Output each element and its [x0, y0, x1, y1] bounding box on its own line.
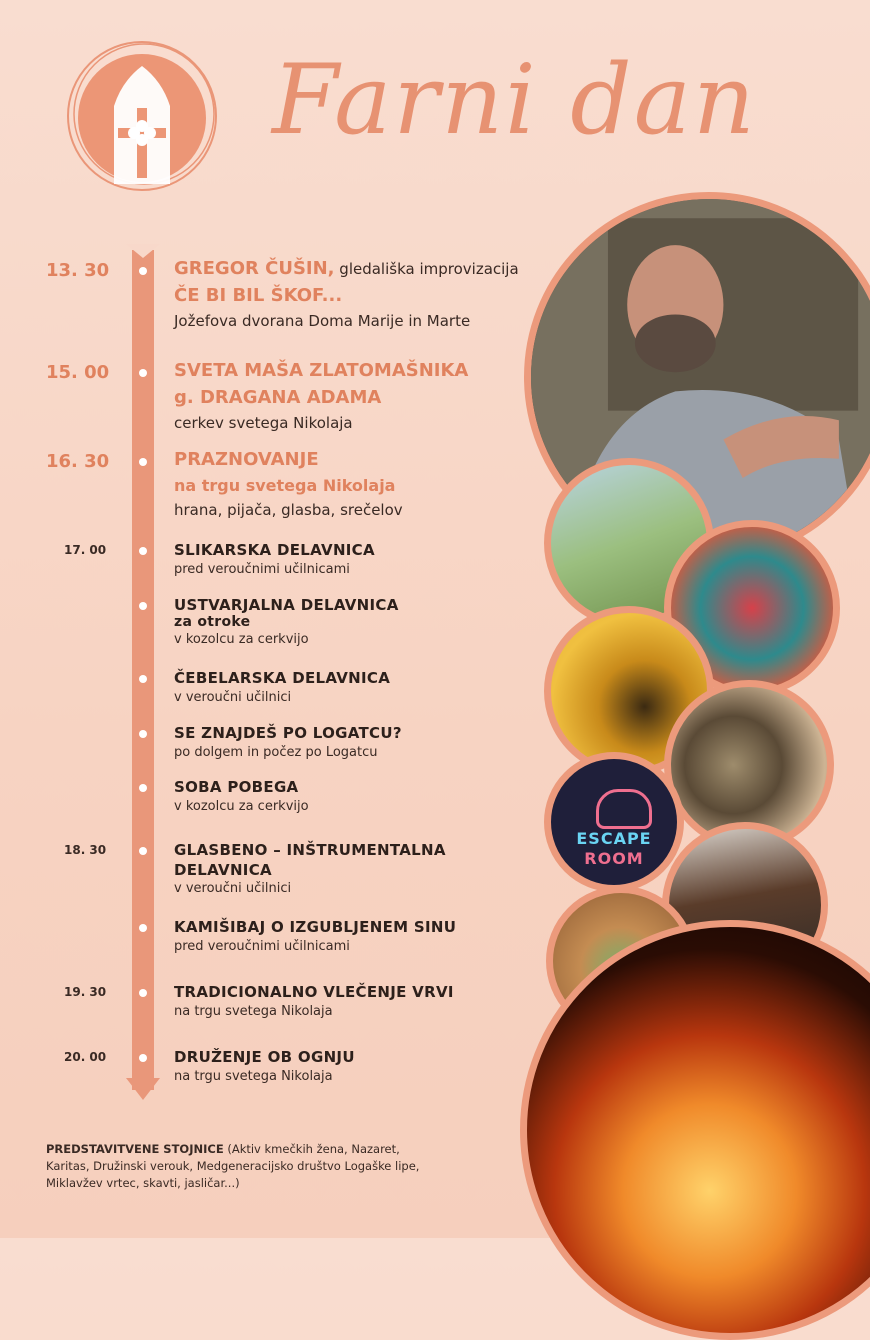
timeline-arrow-tip: [126, 1078, 160, 1100]
escape-room-line1: ESCAPE: [576, 829, 652, 848]
photo-escape-room: [544, 752, 684, 892]
brain-icon: [596, 789, 652, 829]
event-place: na trgu svetega Nikolaja: [174, 1004, 333, 1019]
timeline-dot: [139, 369, 147, 377]
event-title: TRADICIONALNO VLEČENJE VRVI: [174, 983, 454, 1001]
event-item: [174, 983, 554, 1019]
timeline-dot: [139, 602, 147, 610]
event-place: v veroučni učilnici: [174, 690, 292, 705]
event-item: [174, 918, 554, 954]
timeline-dot: [139, 267, 147, 275]
event-place: hrana, pijača, glasba, srečelov: [174, 501, 403, 519]
timeline-dot: [139, 989, 147, 997]
event-title: USTVARJALNA DELAVNICA: [174, 596, 399, 614]
footer-heading: PREDSTAVITVENE STOJNICE: [46, 1142, 224, 1156]
event-title: ČEBELARSKA DELAVNICA: [174, 669, 391, 687]
event-item: [174, 724, 554, 760]
event-title: KAMIŠIBAJ O IZGUBLJENEM SINU: [174, 918, 457, 936]
event-title: DRUŽENJE OB OGNJU: [174, 1048, 355, 1066]
footer-stands: [46, 1141, 426, 1192]
event-title-line2: g. DRAGANA ADAMA: [174, 387, 382, 408]
event-title: SVETA MAŠA ZLATOMAŠNIKA: [174, 360, 469, 381]
event-title: GREGOR ČUŠIN,: [174, 258, 335, 279]
event-item: [174, 841, 554, 896]
event-time: 16. 30: [46, 451, 110, 472]
event-item: [174, 778, 554, 814]
timeline-dot: [139, 924, 147, 932]
timeline-dot: [139, 675, 147, 683]
event-place: na trgu svetega Nikolaja: [174, 1069, 333, 1084]
event-title-line2: na trgu svetega Nikolaja: [174, 476, 396, 495]
event-title-suffix: gledališka improvizacija: [334, 260, 519, 278]
event-title-line2: DELAVNICA: [174, 861, 272, 879]
event-title-line2: ČE BI BIL ŠKOF...: [174, 285, 343, 306]
footer-text: (Aktiv kmečkih žena, Nazaret, Karitas, Družinski verouk, Medgeneracijsko društvo Logaške lipe, Miklavžev vrtec, skavti, jasličar...): [46, 1142, 420, 1190]
event-item: [174, 541, 554, 577]
event-item: [174, 449, 554, 519]
event-item: [174, 1048, 554, 1084]
event-item: [174, 360, 554, 432]
event-time: 20. 00: [64, 1050, 107, 1064]
event-title: GLASBENO – INŠTRUMENTALNA: [174, 841, 446, 859]
event-time: 17. 00: [64, 543, 107, 557]
event-item: [174, 596, 554, 647]
event-place: po dolgem in počez po Logatcu: [174, 745, 378, 760]
event-title: PRAZNOVANJE: [174, 449, 319, 470]
page-title: Farni dan: [272, 44, 757, 156]
timeline-top-notch: [126, 244, 160, 258]
parish-logo: [62, 36, 222, 196]
event-title: SLIKARSKA DELAVNICA: [174, 541, 375, 559]
event-title-line2: za otroke: [174, 614, 251, 630]
event-place: cerkev svetega Nikolaja: [174, 414, 353, 432]
timeline-dot: [139, 458, 147, 466]
event-time: 18. 30: [64, 843, 107, 857]
event-place: v veroučni učilnici: [174, 881, 292, 896]
event-time: 15. 00: [46, 362, 110, 383]
timeline-dot: [139, 730, 147, 738]
event-time: 13. 30: [46, 260, 110, 281]
event-title: SOBA POBEGA: [174, 778, 299, 796]
escape-room-line2: ROOM: [584, 849, 644, 868]
event-place: v kozolcu za cerkvijo: [174, 799, 309, 814]
timeline-dot: [139, 547, 147, 555]
timeline-dot: [139, 1054, 147, 1062]
timeline-dot: [139, 784, 147, 792]
event-item: [174, 258, 574, 330]
event-time: 19. 30: [64, 985, 107, 999]
event-item: [174, 669, 554, 705]
event-place: Jožefova dvorana Doma Marije in Marte: [174, 312, 471, 330]
event-place: v kozolcu za cerkvijo: [174, 632, 309, 647]
event-title: SE ZNAJDEŠ PO LOGATCU?: [174, 724, 402, 742]
timeline-dot: [139, 847, 147, 855]
event-place: pred veroučnimi učilnicami: [174, 562, 350, 577]
event-place: pred veroučnimi učilnicami: [174, 939, 350, 954]
